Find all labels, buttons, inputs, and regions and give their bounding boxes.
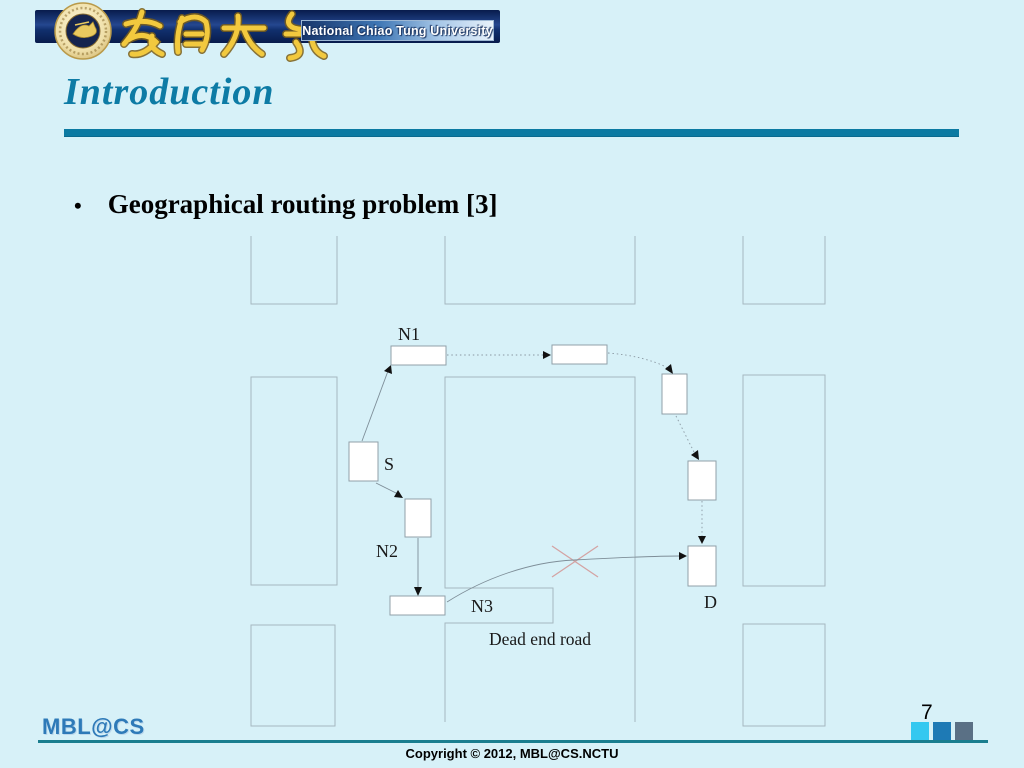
- title-underline-rule: [64, 129, 959, 137]
- bullet-text: Geographical routing problem [3]: [107, 189, 498, 219]
- node-d: [688, 546, 716, 586]
- block-middle-right: [743, 375, 825, 586]
- label-n1: N1: [398, 324, 420, 344]
- copyright-text: Copyright © 2012, MBL@CS.NCTU: [405, 746, 619, 761]
- block-middle-with-dead-end: [445, 377, 635, 722]
- node-n2: [405, 499, 431, 537]
- edge-relay-a-relay-b: [608, 353, 668, 368]
- slide-title: Introduction: [64, 71, 275, 113]
- mblcs-logo: MBL@CS: [42, 714, 145, 739]
- block-top-right: [743, 236, 825, 304]
- university-name-badge: [301, 20, 494, 41]
- edge-s-n1: [362, 371, 388, 441]
- label-n3: N3: [471, 596, 493, 616]
- node-relay-a: [552, 345, 607, 364]
- bullet-marker: •: [74, 193, 82, 218]
- page-number: 7: [921, 701, 933, 724]
- label-n2: N2: [376, 541, 398, 561]
- node-relay-c: [688, 461, 716, 500]
- university-name-text: National Chiao Tung University: [302, 23, 493, 38]
- street-grid-lines: [251, 236, 825, 726]
- block-top-middle: [445, 236, 635, 304]
- bullet-item: [74, 189, 934, 223]
- edge-s-n2: [376, 483, 398, 494]
- node-n3: [390, 596, 445, 615]
- block-middle-left: [251, 377, 337, 585]
- footer-square-slate: [955, 722, 973, 740]
- node-n1: [391, 346, 446, 365]
- university-seal-icon: [55, 3, 111, 59]
- edge-relay-b-relay-c: [676, 416, 695, 454]
- block-top-left: [251, 236, 337, 304]
- vehicle-nodes: [349, 345, 716, 615]
- block-bottom-right: [743, 624, 825, 726]
- block-bottom-left: [251, 625, 335, 726]
- cjk-calligraphy-logo: [124, 12, 326, 58]
- label-dead-end-road: Dead end road: [489, 629, 592, 649]
- node-s: [349, 442, 378, 481]
- node-relay-b: [662, 374, 687, 414]
- label-d: D: [704, 592, 717, 612]
- label-s: S: [384, 454, 395, 474]
- footer-divider-line: [38, 740, 988, 743]
- routing-diagram: [240, 236, 840, 730]
- route-arrows: [362, 351, 706, 602]
